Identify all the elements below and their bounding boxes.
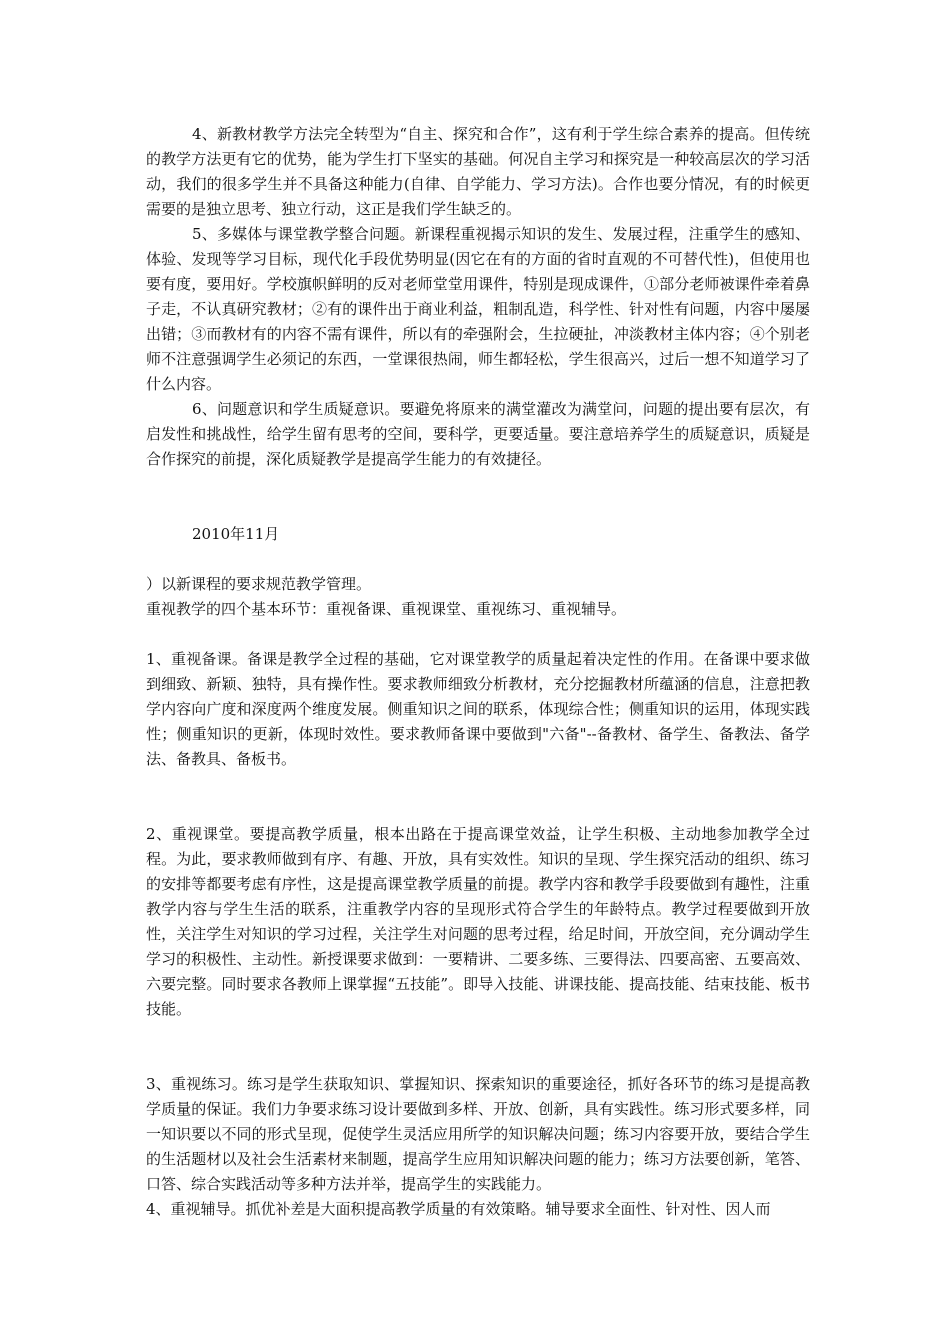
section-title: ）以新课程的要求规范教学管理。 <box>146 575 372 593</box>
paragraph-questioning: 6、问题意识和学生质疑意识。要避免将原来的满堂灌改为满堂问，问题的提出要有层次，有启发性和挑战性，给学生留有思考的空间，要科学，更要适量。要注意培养学生的质疑意识，质疑是合作探究的前提，深化质疑教学是提高学生能力的有效捷径。 <box>146 400 810 468</box>
paragraph-tutoring: 4、重视辅导。抓优补差是大面积提高教学质量的有效策略。辅导要求全面性、针对性、因人而 <box>146 1200 771 1218</box>
paragraph-practice: 3、重视练习。练习是学生获取知识、掌握知识、探索知识的重要途径，抓好各环节的练习是提高教学质量的保证。我们力争要求练习设计要做到多样、开放、创新，具有实践性。练习形式要多样，同一知识要以不同的形式呈现，促使学生灵活应用所学的知识解决问题；练习内容要开放，要结合学生的生活题材以及社会生活素材来制题，提高学生应用知识解决问题的能力；练习方法要创新，笔答、口答、综合实践活动等多种方法并举，提高学生的实践能力。 <box>146 1075 810 1193</box>
document-date: 2010年11月 <box>192 525 280 543</box>
paragraph-multimedia: 5、多媒体与课堂教学整合问题。新课程重视揭示知识的发生、发展过程，注重学生的感知、体验、发现等学习目标，现代化手段优势明显(因它在有的方面的省时直观的不可替代性)，但使用也要有度，要用好。学校旗帜鲜明的反对老师堂堂用课件，特别是现成课件，①部分老师被课件牵着鼻子走，不认真研究教材；②有的课件出于商业利益，粗制乱造，科学性、针对性有问题，内容中屡屡出错；③而教材有的内容不需有课件，所以有的牵强附会，生拉硬扯，冲淡教材主体内容；④个别老师不注意强调学生必须记的东西，一堂课很热闹，师生都轻松，学生很高兴，过后一想不知道学习了什么内容。 <box>146 225 810 393</box>
paragraph-teaching-method: 4、新教材教学方法完全转型为“自主、探究和合作”，这有利于学生综合素养的提高。但传统的教学方法更有它的优势，能为学生打下坚实的基础。何况自主学习和探究是一种较高层次的学习活动，我们的很多学生并不具备这种能力(自律、自学能力、学习方法)。合作也要分情况，有的时候更需要的是独立思考、独立行动，这正是我们学生缺乏的。 <box>146 125 810 218</box>
paragraph-classroom: 2、重视课堂。要提高教学质量，根本出路在于提高课堂效益，让学生积极、主动地参加教学全过程。为此，要求教师做到有序、有趣、开放，具有实效性。知识的呈现、学生探究活动的组织、练习的安排等都要考虑有序性，这是提高课堂教学质量的前提。教学内容和教学手段要做到有趣性，注重教学内容与学生生活的联系，注重教学内容的呈现形式符合学生的年龄特点。教学过程要做到开放性，关注学生对知识的学习过程，关注学生对问题的思考过程，给足时间，开放空间，充分调动学生学习的积极性、主动性。新授课要求做到：一要精讲、二要多练、三要得法、四要高密、五要高效、六要完整。同时要求各教师上课掌握“五技能”。即导入技能、讲课技能、提高技能、结束技能、板书技能。 <box>146 825 810 1018</box>
paragraph-lesson-prep: 1、重视备课。备课是教学全过程的基础，它对课堂教学的质量起着决定性的作用。在备课中要求做到细致、新颖、独特，具有操作性。要求教师细致分析教材，充分挖掘教材所蕴涵的信息，注意把教学内容向广度和深度两个维度发展。侧重知识之间的联系，体现综合性；侧重知识的运用，体现实践性；侧重知识的更新，体现时效性。要求教师备课中要做到"六备"--备教材、备学生、备教法、备学法、备教具、备板书。 <box>146 650 810 768</box>
four-links-summary: 重视教学的四个基本环节：重视备课、重视课堂、重视练习、重视辅导。 <box>146 600 627 618</box>
